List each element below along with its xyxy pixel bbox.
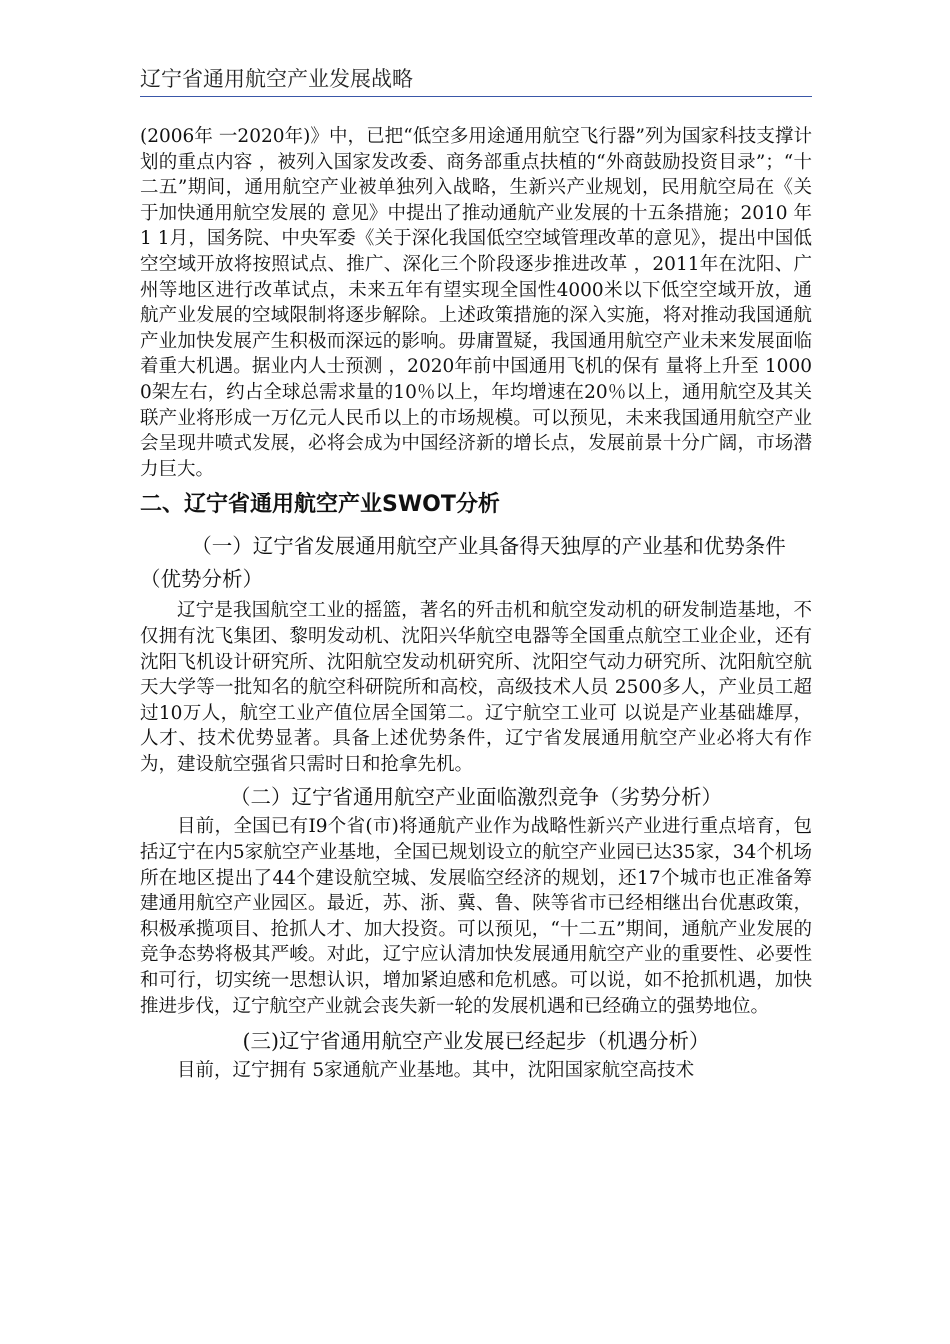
opportunities-paragraph: 目前，辽宁拥有 5家通航产业基地。其中，沈阳国家航空高技术: [177, 1060, 695, 1082]
weaknesses-paragraph: 目前，全国已有I9个省(市)将通航产业作为战略性新兴产业进行重点培育，包括辽宁在内5家航空产业基地，全国已规划设立的航空产业园已达35家，34个机场所在地区提出了44个建设航空城、发展临空经济的规划，还17个城市也正准备筹建通用航空产业园区。最近，苏、浙、冀、鲁、陕等省市已经相继出台优惠政策，积极承揽项目、抢抓人才、加大投资。可以预见，“十二五”期间，通航产业发展的竞争态势将极其严峻。对此，辽宁应认清加快发展通用航空产业的重要性、必要性和可行，切实统一思想认识，增加紧迫感和危机感。可以说，如不抢抓机遇，加快推进步伐，辽宁航空产业就会丧失新一轮的发展机遇和已经确立的强势地位。: [140, 816, 812, 1017]
document-body: [140, 124, 812, 1084]
running-header: 辽宁省通用航空产业发展战略: [140, 64, 812, 97]
intro-paragraph: (2006年 一2020年)》中，已把“低空多用途通用航空飞行器”列为国家科技支撑计划的重点内容 ，被列入国家发改委、商务部重点扶植的“外商鼓励投资目录”；“十二五”期间，通用航空产业被单独列入战略，生新兴产业规划，民用航空局在《关于加快通用航空发展的 意见》中提出了推动通航产业发展的十五条措施；2010 年 1 1月，国务院、中央军委《关于深化我国低空空域管理改革的意见》，提出中国低空空域开放将按照试点、推广、深化三个阶段逐步推进改革 ，2011年在沈阳、广州等地区进行改革试点，未来五年有望实现全国性4000米以下低空空域开放，通航产业发展的空域限制将逐步解除。上述政策措施的深入实施，将对推动我国通航产业加快发展产生积极而深远的影响。毋庸置疑，我国通用航空产业未来发展面临着重大机遇。据业内人士预测 ，2020年前中国通用飞机的保有 量将上升至 10000架左右，约占全球总需求量的10％以上，年均增速在20％以上，通用航空及其关联产业将形成一万亿元人民币以上的市场规模。可以预见，未来我国通用航空产业会呈现井喷式发展，必将会成为中国经济新的增长点，发展前景十分广阔，市场潜力巨大。: [140, 126, 812, 480]
section-heading-swot: 二、辽宁省通用航空产业SWOT分析: [140, 492, 500, 518]
subsection-heading-strengths: （一）辽宁省发展通用航空产业具备得天独厚的产业基和优势条件（优势分析）: [140, 534, 786, 592]
subsection-heading-opportunities: (三)辽宁省通用航空产业发展已经起步（机遇分析）: [242, 1029, 710, 1054]
strengths-paragraph: 辽宁是我国航空工业的摇篮，著名的歼击机和航空发动机的研发制造基地，不仅拥有沈飞集团、黎明发动机、沈阳兴华航空电器等全国重点航空工业企业，还有沈阳飞机设计研究所、沈阳航空发动机研究所、沈阳空气动力研究所、沈阳航空航天大学等一批知名的航空科研院所和高校，高级技术人员 2500多人，产业员工超过10万人，航空工业产值位居全国第二。辽宁航空工业可 以说是产业基础雄厚，人才、技术优势显著。具备上述优势条件，辽宁省发展通用航空产业必将大有作为，建设航空强省只需时日和抢拿先机。: [140, 600, 812, 775]
subsection-heading-weaknesses: （二）辽宁省通用航空产业面临激烈竞争（劣势分析）: [230, 785, 722, 810]
